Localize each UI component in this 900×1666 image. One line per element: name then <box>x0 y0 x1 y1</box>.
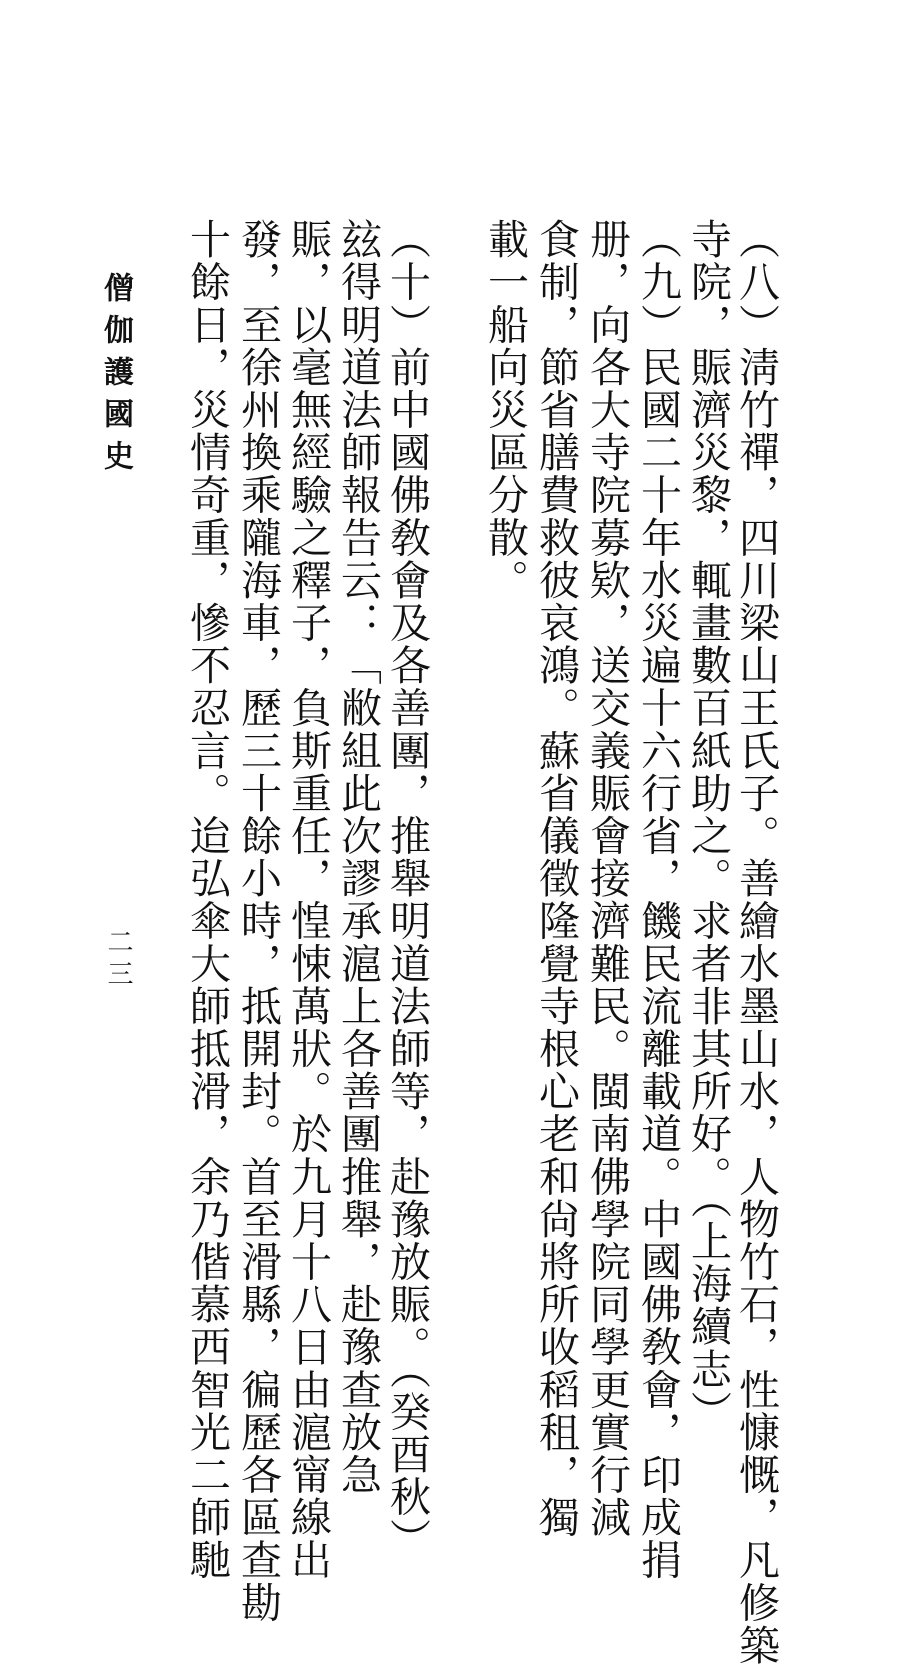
text-column-7: （十）前中國佛敎會及各善團，推舉明道法師等，赴豫放賑。（癸酉秋） <box>383 218 431 1561</box>
text-column-6: 載一船向災區分散。 <box>481 218 529 602</box>
text-column-9: 賑，以毫無經驗之釋子，負斯重任，惶悚萬狀。於九月十八日由滬甯線出 <box>284 218 332 1582</box>
text-column-2: 寺院，賑濟災黎，輒畫數百紙助之。求者非其所好。（上海續志） <box>684 218 732 1433</box>
text-column-4: 册，向各大寺院募欵，送交義賑會接濟難民。閩南佛學院同學更實行減 <box>583 218 631 1539</box>
text-column-8: 玆得明道法師報告云：「敝組此次謬承滬上各善團推舉，赴豫查放急 <box>334 218 382 1496</box>
text-column-11: 十餘日，災情奇重，慘不忍言。迨弘傘大師抵滑，余乃偕慕西智光二師馳 <box>183 218 231 1582</box>
running-title: 僧伽護國史 <box>98 272 133 482</box>
page-number: 二三 <box>103 928 133 992</box>
text-column-10: 發，至徐州換乘隴海車，歷三十餘小時，抵開封。首至滑縣，徧歷各區查勘 <box>234 218 282 1624</box>
text-column-3: （九）民國二十年水災遍十六行省，饑民流離載道。中國佛敎會，印成捐 <box>634 218 682 1582</box>
text-column-5: 食制，節省膳費救彼哀鴻。蘇省儀徵隆覺寺根心老和尙將所收稻租，獨 <box>532 218 580 1539</box>
text-column-1: （八）淸竹禪，四川梁山王氏子。善繪水墨山水，人物竹石，性慷慨，凡修築 <box>732 218 780 1666</box>
